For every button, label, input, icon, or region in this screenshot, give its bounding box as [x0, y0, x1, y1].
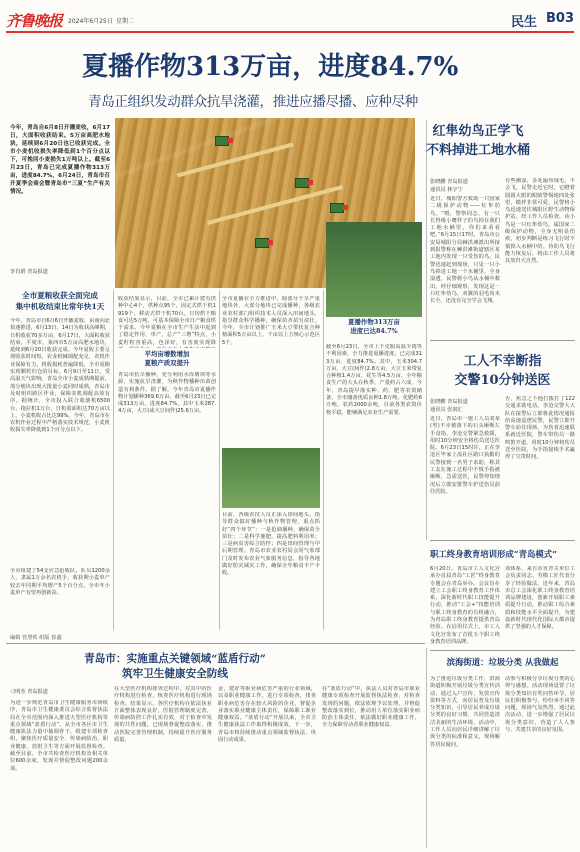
page-number: B03: [546, 11, 574, 26]
lead-byline: 李肖娟 青岛报道: [10, 269, 48, 275]
masthead-logo: 齐鲁晚报: [6, 12, 63, 30]
story7-body: 为了推进垃圾分类工作，滨海街道积极开展垃圾分类宣传活动，通过入户宣传、发放宣传资料等方式，向居民普及垃圾分类知识，引导居民养成垃圾分类的良好习惯，共同营造清洁美丽的生活环境。活动中，工作人员向居民详细讲解了垃圾分类的标准和意义，现场解答居民疑问。: [430, 676, 500, 748]
section-rule: [430, 540, 575, 541]
story5-title: 职工终身教育培训形成“青岛模式”: [430, 549, 557, 559]
story4-byline1: 张晓鹏 青岛报道: [430, 399, 468, 405]
masthead-rule: [6, 31, 574, 33]
story6-title: 青岛市：实施重点关键领域“蓝盾行动” 筑牢卫生健康安全防线: [84, 653, 266, 680]
story3-byline2: 通讯员 林宇宁: [430, 187, 463, 193]
column-divider: [113, 290, 114, 630]
story4-body: 近日，青岛市一施工人员刘某(男)不幸被落下的石头砸断左手食指，李沧交警紧急救援，用时10分钟安全将伤员送达医院。6月23日15时许，正在李沧区毕家上流社区路口执勤的民警接到一名男子求助，称其工友在施工过程中不慎手指被砸断，急需送医，民警得知情况后立即安排警车护送伤员前往医院。: [430, 416, 500, 495]
section-rule: [6, 643, 425, 644]
story4-byline2: 通讯员 张润汇: [430, 407, 463, 413]
story6-body4: 金，建好等职业病危害严重的行业领域，以及职业健康工作。进行专项检查，排查职业病危害存在较大风险的企业，督促企业落实职业健康主体责任，保障职工职业健康权益。“蓝盾行动”开展以来，全市卫生健康执法工作取得积极成效，下一步，青岛市将持续推动重点领域监督执法，巩固行动成果。: [218, 686, 316, 744]
story2-body4: 截至6月23日，全市上下克服高温少雨等不利因素，全力推进夏播进度，已完成313万亩，进度84.7%。其中，玉米304.7万亩，大豆(间作)2.8万亩，大豆玉米带复合种植1.4万亩，花生等4.5万亩。全年粮食生产的大头在秋季，产量约占六成，今年，青岛提早落实种、药、肥等农资储备，全市储备优质良种1.8万吨、化肥约6万吨，农药2000余吨，目前各类农资价格平稳，能够满足农业生产需要。: [326, 344, 422, 416]
harvest-trail: [207, 185, 343, 225]
story2-body2: 青岛市抗旱播种，充分利用水库塘坝等水源，实施抗旱浇灌，为秋作物播种出苗创造有利条件。据了解，今年青岛市夏播作物计划播种369.6万亩，截至6月23日已完成313万亩，进度84.7%，其中玉米287.4万亩，大豆(或大豆间作)25.6万亩。: [118, 372, 216, 415]
story1-body: 今年，青岛市自6月6日开播麦收，由南向北快速推进，6月13日、14日为收获高峰期，日机收获70多万亩，6月17日，大面积收获结束，平度市，莱西市5万亩高肥水地块，延续到6月20日收获完成。今年夏收主要呈现收获时间短，农业机械调配充足，农机作业保障有力，机收损耗普遍降低，全市夏粮实现颗粒归仓的目标。6月9日至11日，受高温天气影响，青岛全市小麦成熟期提前，部分地块出现大批量小麦同时成熟，青岛市及时组织跨区作业，保障农机调配高效有序。据统计，全市投入联合收割机6500台、拖拉机1万台，日机收面积达70万亩以上，小麦机收占比达99%。今年，青岛市在农机作业过程中严格落实技术规范，小麦机收损失率降低到1个百分点以下。: [10, 318, 110, 434]
column-divider: [219, 290, 220, 630]
story3-byline1: 张晓鹏 青岛报道: [430, 179, 468, 185]
story5-body: 6月20日，青岛市工人文化宫承办首届青岛“工匠”终身教育专题会在青岛举办。会议旨在建立工会职工终身教育工作体系，深化新时代职工技能提升行动，推动“工会+”技能培训与职工终身教育的有机融合，为青岛职工终身教育提供青岛经验。在启用仪式上，市工人文化宫发布了首批五个职工终身教育培训品牌。: [430, 566, 500, 644]
column-divider: [323, 290, 324, 630]
photo-caption: 编辑 管慧铁 组版 崔鑫: [10, 635, 62, 641]
story2-body1: 收获结果显示，目前，全市已累计建有供种中心4个，供种点95个，固定式烘干机1919个，移动式烘干机70台，日均烘干粮食可达5万吨，可基本保障全市日产粮食烘干需求。今年夏粮在全市生产生活中起到了稳定作用，单产，总产“三增”特点，小麦籽粒容重高，色泽好，有害度实现降: [118, 296, 216, 346]
harvester-icon: [255, 238, 269, 248]
story6-body5: 在“蓝盾行动”中，执法人员对青岛市职业健康专项检查开展监督执法检查，对检查发现的问题，依法依规予以处理，并督促整改落实到位，推动用人单位落实职业病防治主体责任，依法做好职业健康工作，全力保障劳动者职业健康权益。: [322, 686, 420, 729]
field-photo: [222, 448, 320, 508]
story7-side: 动参与积极分享垃圾分类的心得与感想。活动现场设置了垃圾分类知识有奖问答环节，居民们积极参与，纷纷举手回答问题，现场气氛热烈。通过此次活动，进一步增强了居民垃圾分类意识，营造了人人参与、共建共享的良好氛围。: [505, 676, 575, 734]
masthead-weekday: 星期二: [116, 18, 135, 25]
story4-side: 否，焦急之下他打拨打了122交通求助电话。李沧交警大大队在接警后立即将此情况通报给高速巡逻民警，民警立即开警车前往现场，为伤者迅速联系就近医院，警车带伤员一路鸣笛开道，用时10分钟将伤员送至医院，为手指接续手术赢得了宝贵时间。: [505, 396, 575, 461]
story2-heading1: 平均亩增数增加 夏粮产质双提升: [144, 350, 190, 367]
story1-title: 全市夏粮收获全面完成 集中机收结束比常年快1天: [15, 291, 105, 311]
story3-side: 有些潮湿，多处遍布绒毛，不会飞，民警走近它时，它瞪着圆圆大眼的眼睛警惕地四处张望，模样非常可爱。民警将小鸟迅速送往城阳区野生动物保护站，经工作人员检查，该小鸟是一只红隼幼鸟，属国家二级保护动物，全身无明显伤痕，初步判断是练习飞行时不慎掉入水桶中的。待幼鸟飞行能力恢复后，将由工作人员将其放归大自然。: [505, 178, 575, 265]
story5-side: 训体系，来自市直青关单位工会负责同志、劳模工匠代表分享了经验做法。近年来，青岛市总工会深化职工终身教育培训品牌建设，创新开展职工素质提升行动，推动职工综合素质和技能水平全面提升，为建设新时代现代化国际大都市提供了坚强的人才保障。: [505, 566, 575, 631]
harvester-icon: [295, 178, 309, 188]
column-divider: [426, 120, 427, 540]
story6-byline: 刁明杰 青岛报道: [10, 689, 48, 695]
section-rule: [430, 650, 575, 651]
harvester-icon: [215, 136, 229, 146]
story4-title: 工人不幸断指 交警10分钟送医: [454, 354, 551, 388]
story6-body3: 在大型医疗机构排查过程中，对其中的医疗机构进行检查，核查医疗机构进行现场检查。结果显示，各医疗机构在依法执业方面整体表现良好，医院管理制度完善，传染病防控工作扎实有效，对于检查中发现的共性问题，已现场督促整改落实，推动医院完善管理机制，持续提升医疗服务质量。: [114, 686, 212, 744]
lead-intro: 今年，青岛自6月8日开播麦收，6月17日，大面积收获结束。5万亩高肥水地块，延续到6月20日也已收获完成。全市小麦机收损失率降低到1个百分点以下，可挽回小麦损失1万吨以上。截至6月23日，青岛已完成夏播作物313万亩，进度84.7%，6月24日，青岛市召开夏季会商会暨青岛市“三夏”生产有关情况。: [10, 125, 110, 195]
lead-headline: 夏播作物313万亩，进度84.7%: [82, 52, 459, 82]
story3-title: 红隼幼鸟正学飞 不料掉进工地水桶: [425, 124, 530, 158]
masthead-date: 2024年6月25日: [68, 18, 113, 25]
column-divider: [426, 648, 427, 848]
story3-body: 近日，城阳警方救助一只国家二级保护动物——红隼幼鸟。“喂，警察同志，有一只长得像小鹰样子的鸟掉在我们工地水桶里，你们来看看吧。”6月15日17时，青岛市公安局城阳分局棘洪滩派出所接到报警称在棘洪滩街道辖区某工地内发现一只受伤的鸟。民警迅速赶到现场，只见一只小鸟掉进工地一个水桶里，全身湿透。民警将小鸟从水桶中救出，经仔细观察，发现这是一只红隼幼鸟，双翼的羽毛尚未长全，还没有完全学会飞翔。: [430, 196, 500, 305]
story2-stat-title: 夏播作物313万亩 进度已达84.7%: [348, 318, 400, 335]
story1-body2: 全市组建了54支应急抢收队，队员1200余人，隶属1万余名农机手。收获期小麦单产较去年同期平均增产5个百分点，全市冬小麦单产有望再创新高。: [10, 568, 110, 596]
section-rule: [430, 340, 575, 341]
harvest-trail: [177, 143, 294, 178]
drone-photo: [326, 222, 422, 317]
story7-title: 滨海街道：垃圾分类 从我做起: [446, 657, 559, 667]
harvester-icon: [330, 203, 344, 213]
story2-body5: 目前，各级农技人员正深入田间地头，指导群众搞好播种与秋作物管理，重点抓好“四个环节”：一是抢墒播种，确保苗全苗壮；二是科学施肥，提高肥料利用率；三是病虫害综合防控；四是田间管理与中后期管理。青岛市农业农村局会同气象部门及时发布农业气象服务信息，指导各地做好防灾减灾工作，确保全年粮食丰产丰收。: [222, 512, 320, 577]
story6-body: 为进一步规范青岛市卫生健康服务市场秩序，青岛市卫生健康委员会综合监督执法局在全市范围内深入推进大型医疗机构等重点领域“蓝盾行动”。从全市各区市卫生健康执法力量中抽调骨干，组建专项检查组，聚焦医疗质量安全、传染病防治、职业健康、放射卫生等方面开展监督检查。截至目前，全市共检查医疗机构及相关单位600余家，发现并督促整改问题200余项。: [10, 700, 108, 772]
section-name: 民生: [511, 15, 538, 30]
story2-body3: 全市夏播在全力推进中，除部分干旱严重地块外，大部分地块已完成播种，各级农业农村部门组织技术人员深入田间地头，指导群众科学播种，确保苗齐苗匀苗壮。今年，全市计划推广玉米大豆带状复合种植面积5万亩以上，千亩以上方核心示范区5个。: [222, 296, 320, 346]
lead-subhead: 青岛正组织发动群众抗旱浇灌，推进应播尽播、应种尽种: [88, 94, 418, 110]
